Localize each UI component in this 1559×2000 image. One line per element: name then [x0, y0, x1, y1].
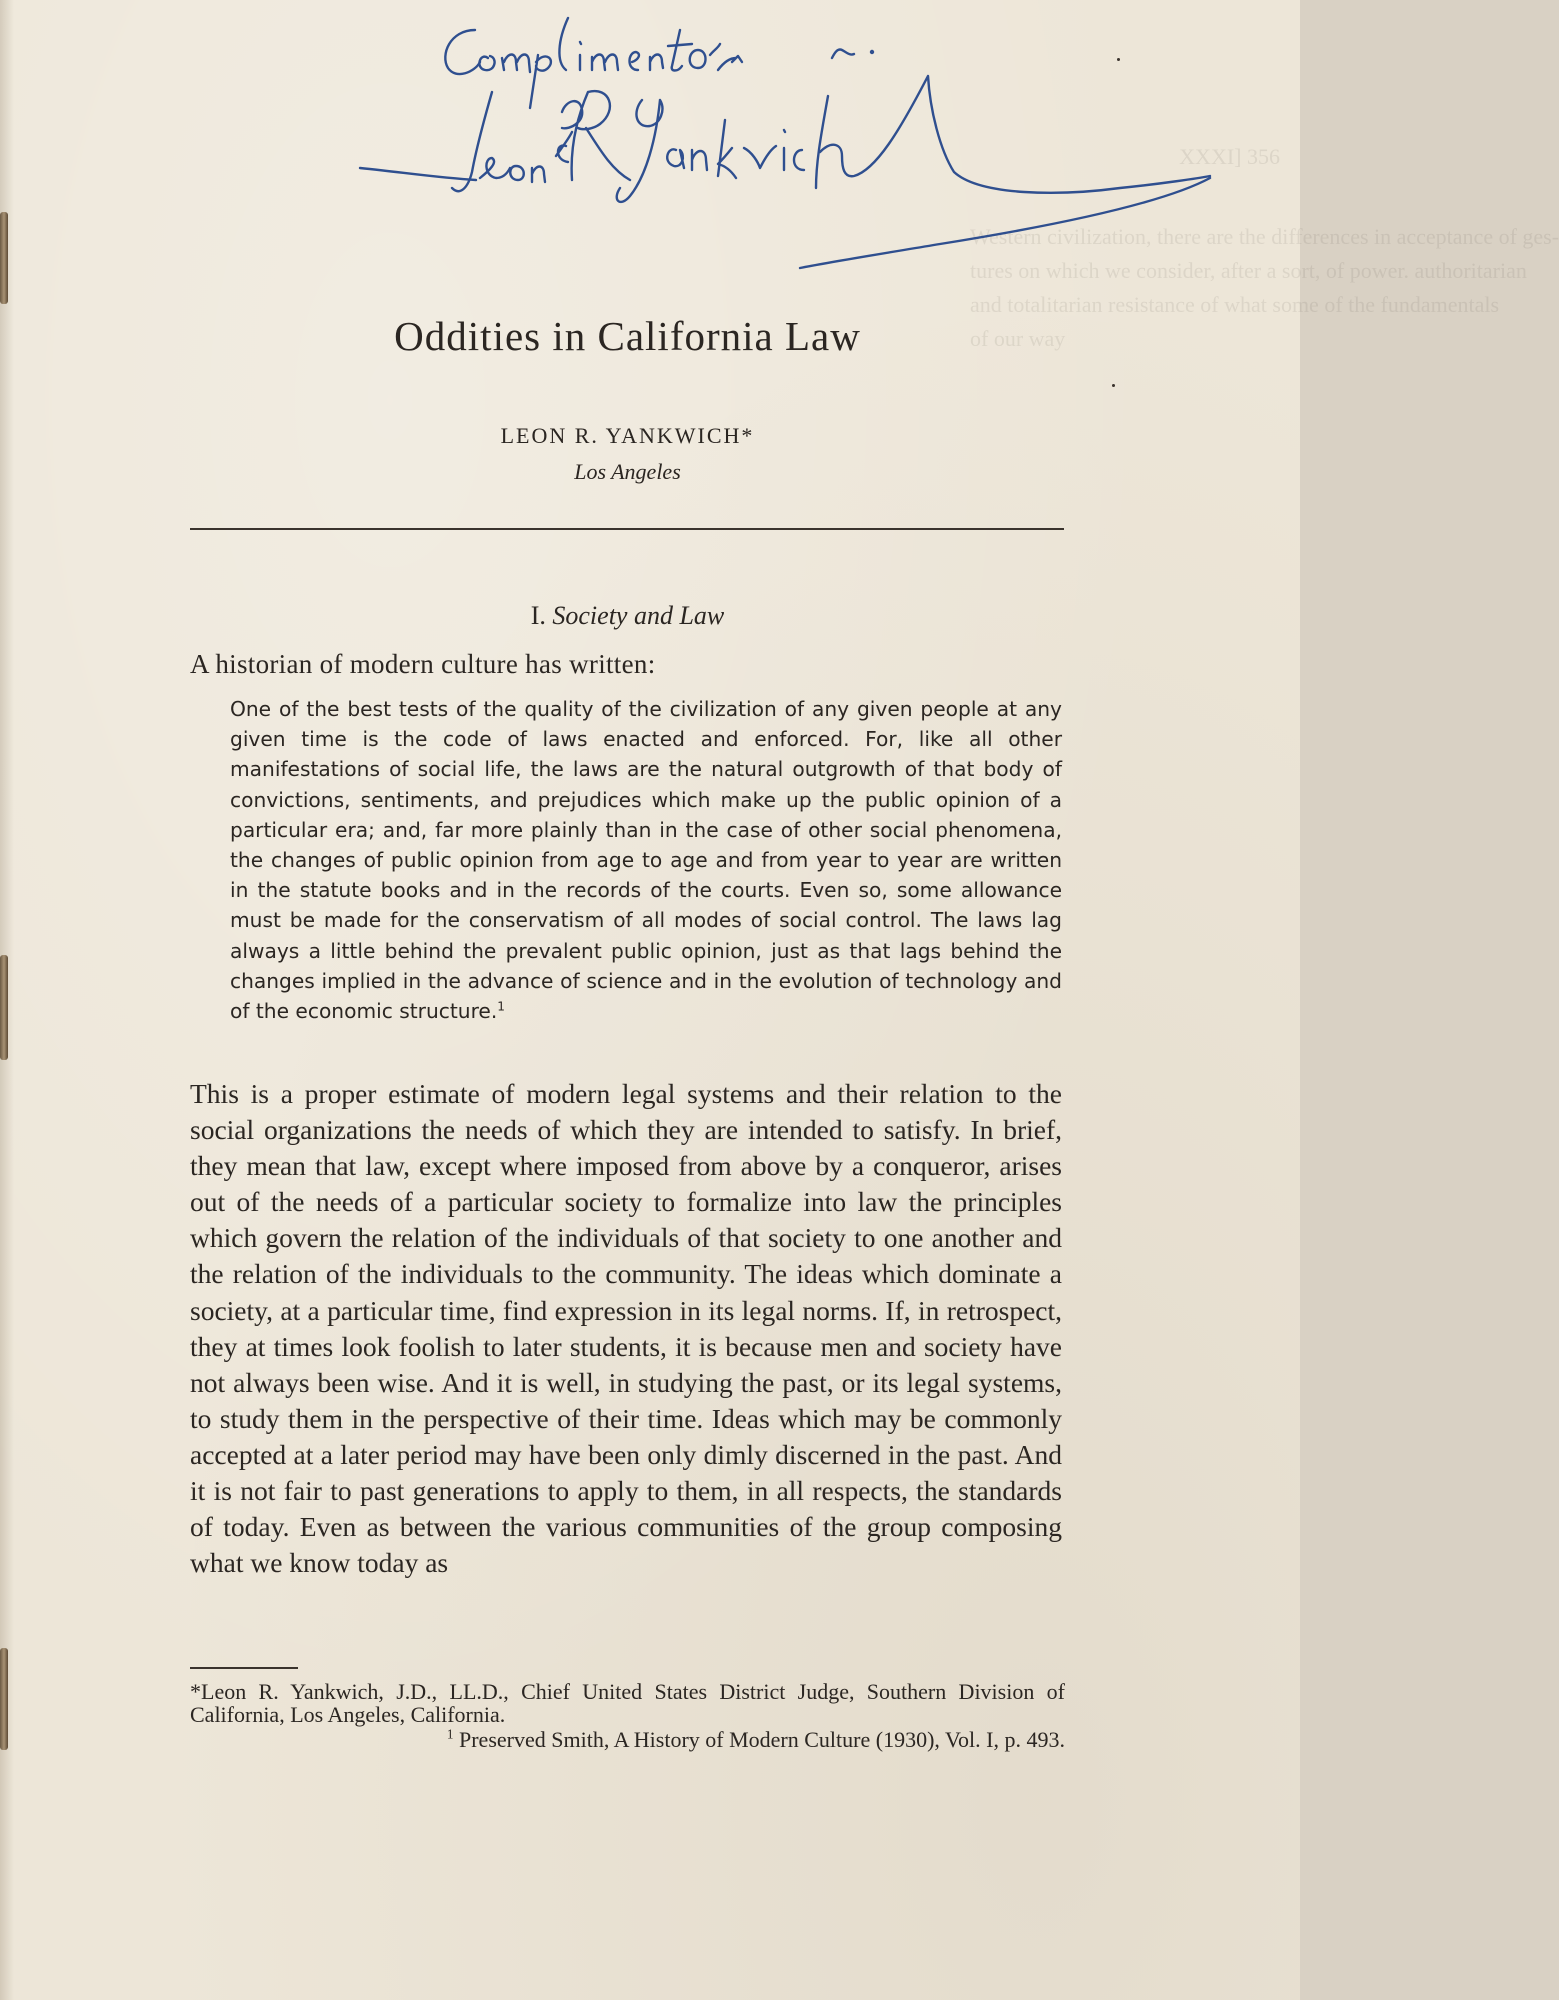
signature-svg: [380, 0, 1210, 330]
author-location: Los Angeles: [574, 459, 681, 484]
article-title: Oddities in California Law: [394, 313, 861, 359]
section-heading: [0, 601, 1255, 631]
author-name: LEON R. YANKWICH*: [500, 423, 755, 448]
speck: [1112, 384, 1115, 387]
handwritten-inscription: [380, 0, 1210, 330]
staple: [0, 1648, 8, 1750]
citation-marker: 1: [446, 1726, 454, 1742]
bleed-through-line: of our way: [970, 326, 1066, 351]
citation-text: Preserved Smith, A History of Modern Culture (1930), Vol. I, p. 493.: [459, 1727, 1065, 1752]
footnotes: [190, 1680, 1065, 1751]
footnote-marker: 1: [497, 999, 505, 1014]
bleed-through-line: tures on which we consider, after a sort, of power. authoritarian: [970, 258, 1527, 283]
quote-text: One of the best tests of the quality of the civilization of any given people at any given time is the code of laws enacted and enforced. For, like all other manifestations of social life, the laws are the natural outgrowth of that body of convictions, sentiments, and prejudices which make up the public opinion of a particular era; and, far more plainly than in the case of other social phenomena, the changes of public opinion from age to age and from year to year are written in the statute books and in the records of the courts. Even so, some allowance must be made for the conservatism of all modes of social control. The laws lag always a little behind the prevalent public opinion, just as that lags behind the changes implied in the advance of science and in the evolution of technology and of the economic structure.: [230, 697, 1062, 1024]
title-divider: [190, 528, 1064, 530]
body-paragraph: This is a proper estimate of modern legal systems and their relation to the social organizations the needs of which they are intended to satisfy. In brief, they mean that law, except where imposed from above by a conqueror, arises out of the needs of a particular society to formalize into law the principles which govern the relation of the individuals of that society to one another and the relation of the individuals to the community. The ideas which dominate a society, at a particular time, find expression in its legal norms. If, in retrospect, they at times look foolish to later students, it is because men and society have not always been wise. And it is well, in studying the past, or its legal systems, to study them in the perspective of their time. Ideas which may be commonly accepted at a later period may have been only dimly discerned in the past. And it is not fair to past generations to apply to them, in all respects, the standards of today. Even as between the various communities of the group composing what we know today as: [190, 1078, 1062, 1579]
author-footnote: *Leon R. Yankwich, J.D., LL.D., Chief United States District Judge, Southern Division of California, Los Angeles, California.: [190, 1679, 1065, 1727]
speck: [1117, 58, 1120, 61]
staple: [0, 955, 8, 1060]
footnote-divider: [190, 1667, 298, 1669]
bleed-through-line: and totalitarian resistance of what some of the fundamentals: [970, 292, 1500, 317]
bleed-through-line: Western civilization, there are the differences in acceptance of ges-: [970, 224, 1559, 249]
staple: [0, 212, 8, 304]
bleed-through-line: XXXI] 356: [1179, 144, 1280, 169]
section-numeral: I.: [530, 601, 546, 630]
citation-footnote: [190, 1728, 1065, 1751]
section-title: Society and Law: [552, 601, 725, 630]
block-quote: [230, 694, 1062, 1026]
lead-in-sentence: A historian of modern culture has written:: [190, 649, 656, 679]
